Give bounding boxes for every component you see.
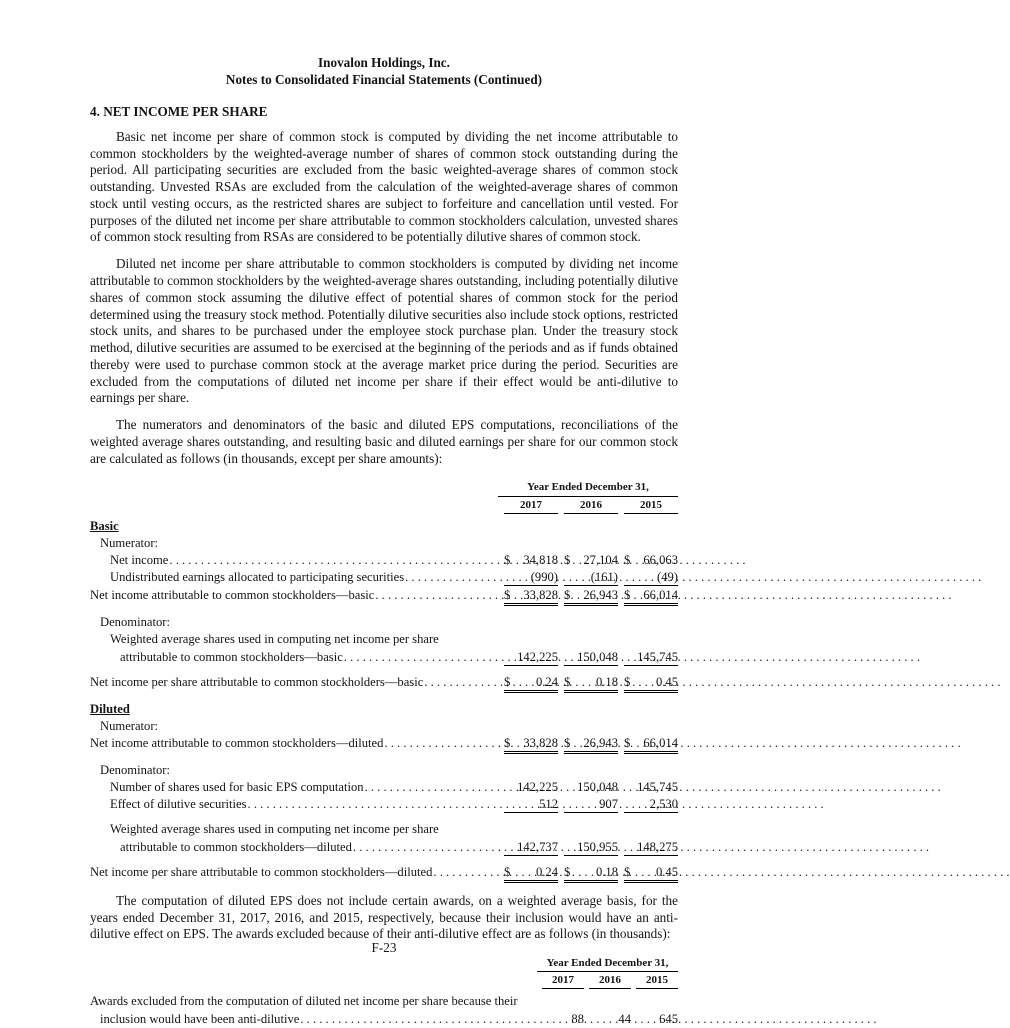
document-header [90,54,678,89]
table-span-header: Year Ended December 31, [498,481,678,496]
paragraph-basic-eps: Basic net income per share of common stock is computed by dividing the net income attributable to common stockholders by the weighted-average number of shares of common stock outstanding during the period. All participating securities are excluded from the basic weighted-average shares of common stock outstanding. Unvested RSAs are excluded from the calculation of the weighted-average shares of common stock until vesting occurs, as the restricted shares are subject to forfeiture and cancellation until vested. For purposes of the diluted net income per share attributable to common stockholders calculation, unvested shares of common stock resulting from RSAs are considered to be potentially dilutive shares of common stock. [90,128,678,245]
value-number: 150,048 [577,649,618,664]
document-title: Notes to Consolidated Financial Statements (Continued) [225,72,543,88]
dot-leader [384,736,497,751]
value-number: 0.45 [655,864,678,879]
value-number: 0.24 [535,674,558,689]
row-label: Diluted [90,701,130,716]
value-number: 34,818 [523,552,558,567]
value-cell [564,675,618,693]
table-row [90,755,678,762]
table-row [90,821,678,838]
dollar-sign: $ [564,674,571,689]
value-cell [564,780,618,795]
value-cell [636,1012,678,1027]
row-label: Net income per share attributable to common stockholders—diluted [90,864,433,879]
table-row [90,607,678,614]
eps-reconciliation-table [90,481,678,883]
table-header-block [537,957,678,989]
row-label: Denominator: [100,615,170,630]
table-row [90,857,678,864]
row-label: Weighted average shares used in computing net income per share [110,632,439,647]
dollar-sign: $ [504,588,511,603]
dollar-sign: $ [564,735,571,750]
table-row [90,614,678,631]
row-label: Effect of dilutive securities [110,797,247,812]
value-number: 907 [599,797,618,812]
dollar-sign: $ [504,674,511,689]
dot-leader [169,553,497,568]
value-cell [504,797,558,813]
dollar-sign: $ [504,864,511,879]
dollar-sign: $ [624,735,631,750]
value-number: 0.45 [655,674,678,689]
dollar-sign: $ [564,588,571,603]
value-cell [624,588,678,606]
row-label: Numerator: [100,535,159,550]
table-row [90,735,678,755]
value-number: 0.24 [535,864,558,879]
table-row [90,1011,678,1028]
value-number: 142,225 [517,780,558,795]
year-column-header: 2015 [636,972,678,989]
dollar-sign: $ [624,674,631,689]
value-number: (161) [590,570,618,585]
value-cell [564,650,618,666]
value-cell [624,797,678,813]
value-number: 150,048 [577,780,618,795]
year-column-header: 2015 [624,497,678,514]
dot-leader [375,588,497,603]
row-label: Denominator: [100,763,170,778]
value-number: 33,828 [523,735,558,750]
value-cell [504,780,558,795]
year-column-header: 2017 [504,497,558,514]
table-header-block [498,481,678,513]
value-number: 512 [539,797,558,812]
row-label: attributable to common stockholders—basic [120,649,343,664]
value-number: (49) [657,570,678,585]
value-cell [564,736,618,754]
value-number: 33,828 [523,588,558,603]
year-column-header: 2016 [564,497,618,514]
value-cell [564,588,618,606]
value-cell [504,650,558,666]
value-cell [624,865,678,883]
company-name: Inovalon Holdings, Inc. [318,55,450,70]
table-row [90,518,678,535]
row-label: Net income [110,552,169,567]
table-row [90,993,678,1010]
table-row [90,762,678,779]
dot-leader [344,650,497,665]
value-number: 66,014 [643,588,678,603]
value-number: 150,955 [577,839,618,854]
value-number: 88 [571,1011,584,1026]
value-number: 27,104 [583,552,618,567]
value-number: 66,063 [643,552,678,567]
value-cell [624,736,678,754]
row-label: Net income per share attributable to common stockholders—basic [90,674,424,689]
row-label: Net income attributable to common stockholders—basic [90,588,375,603]
value-number: 142,737 [517,839,558,854]
value-cell [504,865,558,883]
value-number: 44 [618,1011,631,1026]
value-cell [589,1012,631,1027]
antidilutive-awards-table [90,957,678,1028]
dollar-sign: $ [564,864,571,879]
dot-leader [424,675,497,690]
value-number: 26,943 [583,588,618,603]
table-row [90,694,678,701]
row-label: Weighted average shares used in computing net income per share [110,822,439,837]
year-column-header: 2016 [589,972,631,989]
dollar-sign: $ [504,552,511,567]
dollar-sign: $ [624,552,631,567]
value-number: 0.18 [595,864,618,879]
page-number: F-23 [371,940,397,955]
value-cell [624,553,678,568]
section-heading: 4. NET INCOME PER SHARE [90,103,268,119]
table-row [90,649,678,667]
table-row [90,535,678,552]
value-cell [624,650,678,666]
table-row [90,631,678,648]
value-cell [624,570,678,586]
value-cell [564,840,618,856]
dollar-sign: $ [624,864,631,879]
value-cell [504,588,558,606]
dollar-sign: $ [504,735,511,750]
value-number: 66,014 [643,735,678,750]
table-row [90,796,678,814]
dot-leader [353,840,497,855]
row-label: Undistributed earnings allocated to participating securities [110,570,405,585]
row-label: inclusion would have been anti-dilutive [100,1011,300,1026]
value-cell [504,840,558,856]
dollar-sign: $ [564,552,571,567]
value-cell [624,780,678,795]
value-number: 2,530 [649,797,678,812]
value-cell [564,865,618,883]
value-number: 145,745 [637,649,678,664]
value-number: 0.18 [595,674,618,689]
paragraph-antidilutive-intro: The computation of diluted EPS does not include certain awards, on a weighted average basis, for the years ended December 31, 2017, 2016, and 2015, respectively, because their inclusion would have an anti-dilutive effect on EPS. The awards excluded because of their anti-dilutive effect are as follows (in thousands): [90,892,678,942]
value-cell [564,570,618,586]
value-cell [564,553,618,568]
value-number: 145,745 [637,780,678,795]
row-label: Basic [90,518,119,533]
table-span-header: Year Ended December 31, [537,957,678,972]
value-cell [504,736,558,754]
value-cell [564,797,618,813]
table-row [90,814,678,821]
table-row [90,667,678,674]
row-label: Numerator: [100,718,159,733]
row-label: Awards excluded from the computation of diluted net income per share because their [90,994,518,1009]
row-label: attributable to common stockholders—diluted [120,839,352,854]
table-row [90,701,678,718]
table-row [90,587,678,607]
table-row [90,674,678,694]
value-number: 26,943 [583,735,618,750]
table-year-row [537,972,678,989]
dot-leader [433,865,497,880]
value-cell [542,1012,584,1027]
dot-leader [248,797,497,812]
dot-leader [300,1012,536,1027]
table-row [90,569,678,587]
table-year-row [498,497,678,514]
table-row [90,779,678,796]
table-row [90,864,678,884]
value-number: (990) [530,570,558,585]
value-cell [624,840,678,856]
value-number: 142,225 [517,649,558,664]
table-row [90,552,678,569]
dot-leader [365,780,497,795]
year-column-header: 2017 [542,972,584,989]
value-cell [504,553,558,568]
value-cell [504,570,558,586]
dollar-sign: $ [624,588,631,603]
paragraph-table-intro: The numerators and denominators of the basic and diluted EPS computations, reconciliations of the weighted average shares outstanding, and resulting basic and diluted earnings per share for our common stock are calculated as follows (in thousands, except per share amounts): [90,417,678,466]
table-row [90,718,678,735]
dot-leader [405,570,497,585]
paragraph-diluted-eps: Diluted net income per share attributable to common stockholders is computed by dividing net income attributable to common stockholders by the weighted-average shares outstanding, including potentially dilutive shares of common stock assuming the dilutive effect of potential shares of common stock for the period determined using the treasury stock method. Potentially dilutive securities also include stock options, restricted stock units, and shares to be purchased under the employee stock purchase plan. Under the treasury stock method, dilutive securities are assumed to be exercised at the beginning of the periods and as if funds obtained thereby were used to purchase common stock at the average market price during the period. Securities are excluded from the computations of diluted net income per share if their effect would be anti-dilutive to earnings per share. [90,256,678,406]
value-number: 645 [659,1011,678,1026]
value-cell [624,675,678,693]
value-number: 148,275 [637,839,678,854]
table-row [90,839,678,857]
row-label: Number of shares used for basic EPS computation [110,780,364,795]
value-cell [504,675,558,693]
row-label: Net income attributable to common stockholders—diluted [90,735,384,750]
